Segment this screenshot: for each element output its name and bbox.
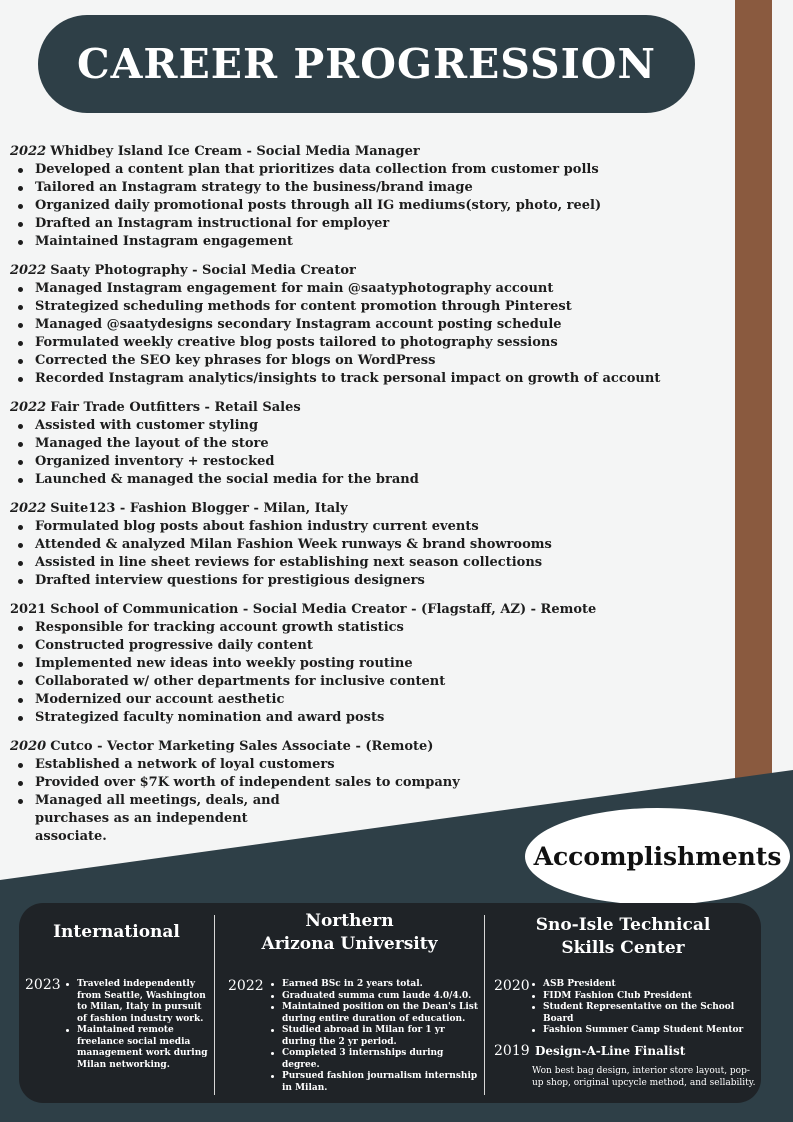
job-heading xyxy=(10,601,710,619)
sno-isle-title xyxy=(485,914,761,960)
job-entry xyxy=(10,601,710,727)
job-entry xyxy=(10,143,710,251)
job-bullet: Maintained Instagram engagement xyxy=(10,233,710,251)
accomplishments-badge xyxy=(525,808,790,905)
sno-isle-title-line2: Skills Center xyxy=(561,938,685,958)
job-title: Whidbey Island Ice Cream - Social Media Manager xyxy=(50,144,420,159)
international-bullets xyxy=(65,979,213,1071)
nau-title xyxy=(215,910,484,956)
job-bullet: Corrected the SEO key phrases for blogs on WordPress xyxy=(10,352,710,370)
job-bullet: Developed a content plan that prioritizes data collection from customer polls xyxy=(10,161,710,179)
nau-title-line2: Arizona University xyxy=(261,934,438,954)
accomplishment-bullet: Studied abroad in Milan for 1 yr during the 2 yr period. xyxy=(270,1025,480,1048)
job-bullet: Formulated blog posts about fashion industry current events xyxy=(10,518,710,536)
job-year: 2022 xyxy=(10,263,47,278)
accomplishment-bullet: Maintained position on the Dean's List during entire duration of education. xyxy=(270,1002,480,1025)
job-year: 2022 xyxy=(10,144,47,159)
job-entry xyxy=(10,500,710,590)
job-bullet: Drafted interview questions for prestigious designers xyxy=(10,572,710,590)
job-bullet: Drafted an Instagram instructional for employer xyxy=(10,215,710,233)
job-bullet: Recorded Instagram analytics/insights to track personal impact on growth of account xyxy=(10,370,710,388)
nau-year: 2022 xyxy=(228,978,264,994)
job-bullet: Implemented new ideas into weekly posting routine xyxy=(10,655,710,673)
accomplishment-bullet: Maintained remote freelance social media management work during Milan networking. xyxy=(65,1025,213,1071)
job-bullet: Managed @saatydesigns secondary Instagram account posting schedule xyxy=(10,316,710,334)
job-heading xyxy=(10,399,710,417)
accomplishment-bullet: Earned BSc in 2 years total. xyxy=(270,979,480,991)
job-title: Suite123 - Fashion Blogger - Milan, Italy xyxy=(50,501,348,516)
nau-title-line1: Northern xyxy=(305,911,394,931)
sno-isle-bullets xyxy=(531,979,757,1037)
job-heading xyxy=(10,143,710,161)
job-heading xyxy=(10,738,710,756)
job-year: 2020 xyxy=(10,739,47,754)
accomplishment-bullet: ASB President xyxy=(531,979,757,991)
job-bullet: Attended & analyzed Milan Fashion Week runways & brand showrooms xyxy=(10,536,710,554)
job-bullet: Managed Instagram engagement for main @saatyphotography account xyxy=(10,280,710,298)
job-bullets xyxy=(10,619,710,727)
nau-bullets xyxy=(270,979,480,1094)
career-list xyxy=(10,143,710,857)
accomplishment-bullet: FIDM Fashion Club President xyxy=(531,991,757,1003)
accomplishment-bullet: Fashion Summer Camp Student Mentor xyxy=(531,1025,757,1037)
sno-isle-title-line1: Sno-Isle Technical xyxy=(535,915,711,935)
job-bullet: Assisted in line sheet reviews for establishing next season collections xyxy=(10,554,710,572)
accomplishment-bullet: Graduated summa cum laude 4.0/4.0. xyxy=(270,991,480,1003)
page-title: CAREER PROGRESSION xyxy=(76,40,656,88)
title-banner xyxy=(38,15,695,113)
job-bullet: Organized inventory + restocked xyxy=(10,453,710,471)
job-heading xyxy=(10,262,710,280)
job-bullet: Collaborated w/ other departments for inclusive content xyxy=(10,673,710,691)
job-bullet: Managed all meetings, deals, and purchases as an independent associate. xyxy=(10,792,285,846)
job-bullets xyxy=(10,417,710,489)
brown-accent-bar xyxy=(735,0,772,792)
accomplishment-bullet: Completed 3 internships during degree. xyxy=(270,1048,480,1071)
job-bullet: Launched & managed the social media for the brand xyxy=(10,471,710,489)
job-bullets xyxy=(10,280,710,388)
job-bullet: Responsible for tracking account growth statistics xyxy=(10,619,710,637)
job-entry xyxy=(10,262,710,388)
job-bullet: Established a network of loyal customers xyxy=(10,756,710,774)
job-bullet: Provided over $7K worth of independent sales to company xyxy=(10,774,710,792)
job-title: Cutco - Vector Marketing Sales Associate - (Remote) xyxy=(50,739,434,754)
international-year: 2023 xyxy=(25,977,61,993)
job-bullet: Modernized our account aesthetic xyxy=(10,691,710,709)
job-bullet: Assisted with customer styling xyxy=(10,417,710,435)
sno-isle-year-2020: 2020 xyxy=(494,978,530,994)
accomplishments-panel xyxy=(19,903,761,1103)
job-bullet: Organized daily promotional posts through all IG mediums(story, photo, reel) xyxy=(10,197,710,215)
accomplishment-bullet: Pursued fashion journalism internship in Milan. xyxy=(270,1071,480,1094)
accomplishments-label: Accomplishments xyxy=(533,842,782,871)
accomplishment-bullet: Student Representative on the School Board xyxy=(531,1002,757,1025)
job-title: Saaty Photography - Social Media Creator xyxy=(50,263,356,278)
international-title: International xyxy=(53,922,180,942)
accomplishment-bullet: Traveled independently from Seattle, Washington to Milan, Italy in pursuit of fashion industry work. xyxy=(65,979,213,1025)
job-bullet: Tailored an Instagram strategy to the business/brand image xyxy=(10,179,710,197)
job-heading xyxy=(10,500,710,518)
job-bullet: Formulated weekly creative blog posts tailored to photography sessions xyxy=(10,334,710,352)
design-a-line-heading: Design-A-Line Finalist xyxy=(535,1044,686,1058)
job-year: 2022 xyxy=(10,400,47,415)
sno-isle-year-2019: 2019 xyxy=(494,1043,530,1059)
job-bullet: Constructed progressive daily content xyxy=(10,637,710,655)
job-bullets xyxy=(10,518,710,590)
job-year: 2022 xyxy=(10,501,47,516)
job-title: School of Communication - Social Media Creator - (Flagstaff, AZ) - Remote xyxy=(50,602,597,617)
design-a-line-description: Won best bag design, interior store layout, pop-up shop, original upcycle method, and sellability. xyxy=(532,1066,756,1088)
job-year: 2021 xyxy=(10,602,47,617)
job-bullet: Managed the layout of the store xyxy=(10,435,710,453)
job-title: Fair Trade Outfitters - Retail Sales xyxy=(50,400,301,415)
job-entry xyxy=(10,399,710,489)
job-bullets xyxy=(10,161,710,251)
job-bullet: Strategized scheduling methods for content promotion through Pinterest xyxy=(10,298,710,316)
job-bullet: Strategized faculty nomination and award posts xyxy=(10,709,710,727)
